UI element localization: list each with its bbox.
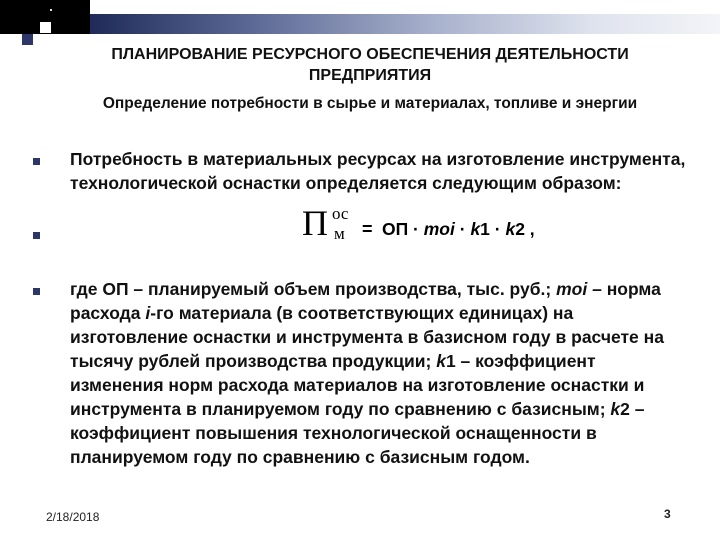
accent-square: [22, 34, 33, 45]
slide-date: 2/18/2018: [46, 510, 100, 524]
bullet-marker: [33, 288, 40, 295]
bullet-text-1: Потребность в материальных ресурсах на изготовление инструмента, технологической оснастки определяется следующим образом:: [70, 149, 686, 193]
slide-subtitle: Определение потребности в сырье и материалах, топливе и энергии: [102, 95, 638, 112]
definition-part: 1 – коэффициент изменения норм расхода материалов на изготовление оснастки и инструмента в планируемом году по сравнению с базисным;: [70, 351, 645, 419]
accent-square-white: [40, 22, 51, 33]
formula-symbol: П: [302, 203, 328, 243]
formula-dot: ·: [454, 219, 471, 239]
definition-k1: k: [436, 351, 446, 371]
definition-moi: moi: [556, 279, 588, 299]
formula-symbol-box: [296, 199, 362, 249]
definition-i: i: [145, 303, 151, 323]
slide-title: ПЛАНИРОВАНИЕ РЕСУРСНОГО ОБЕСПЕЧЕНИЯ ДЕЯТЕЛЬНОСТИ ПРЕДПРИЯТИЯ: [111, 46, 629, 84]
bullet-marker: [33, 158, 40, 165]
definition-part: 2 – коэффициент повышения технологической оснащенности в планируемом году по сравнению с базисным годом.: [70, 399, 645, 467]
formula-superscript: ос: [332, 204, 349, 223]
formula-subscript: м: [334, 224, 345, 243]
formula-equals: =: [362, 219, 373, 239]
formula-k1: k: [470, 219, 481, 239]
definition-part: – норма расхода: [70, 279, 661, 323]
page-number: 3: [664, 507, 671, 521]
formula-moi: moi: [423, 219, 455, 239]
formula-expression: [382, 219, 535, 239]
bullet-text-3: [70, 277, 690, 469]
formula-k2-index: 2: [515, 219, 525, 239]
formula-k1-index: 1: [480, 219, 490, 239]
formula-k2: k: [505, 219, 516, 239]
corner-dot: [50, 9, 52, 11]
definition-part: где ОП – планируемый объем производства, тыс. руб.;: [70, 279, 557, 299]
header-gradient-band: [90, 14, 720, 34]
definition-part: -го материала (в соответствующих единицах) на изготовление оснастки и инструмента в базисном году в расчете на тысячу рублей производства продукции;: [70, 303, 664, 371]
definition-k2: k: [610, 399, 621, 419]
bullet-marker: [33, 232, 40, 239]
formula-op: ОП ·: [382, 219, 424, 239]
formula-dot: ·: [489, 219, 506, 239]
formula: [296, 199, 602, 251]
formula-tail: ,: [524, 219, 535, 239]
